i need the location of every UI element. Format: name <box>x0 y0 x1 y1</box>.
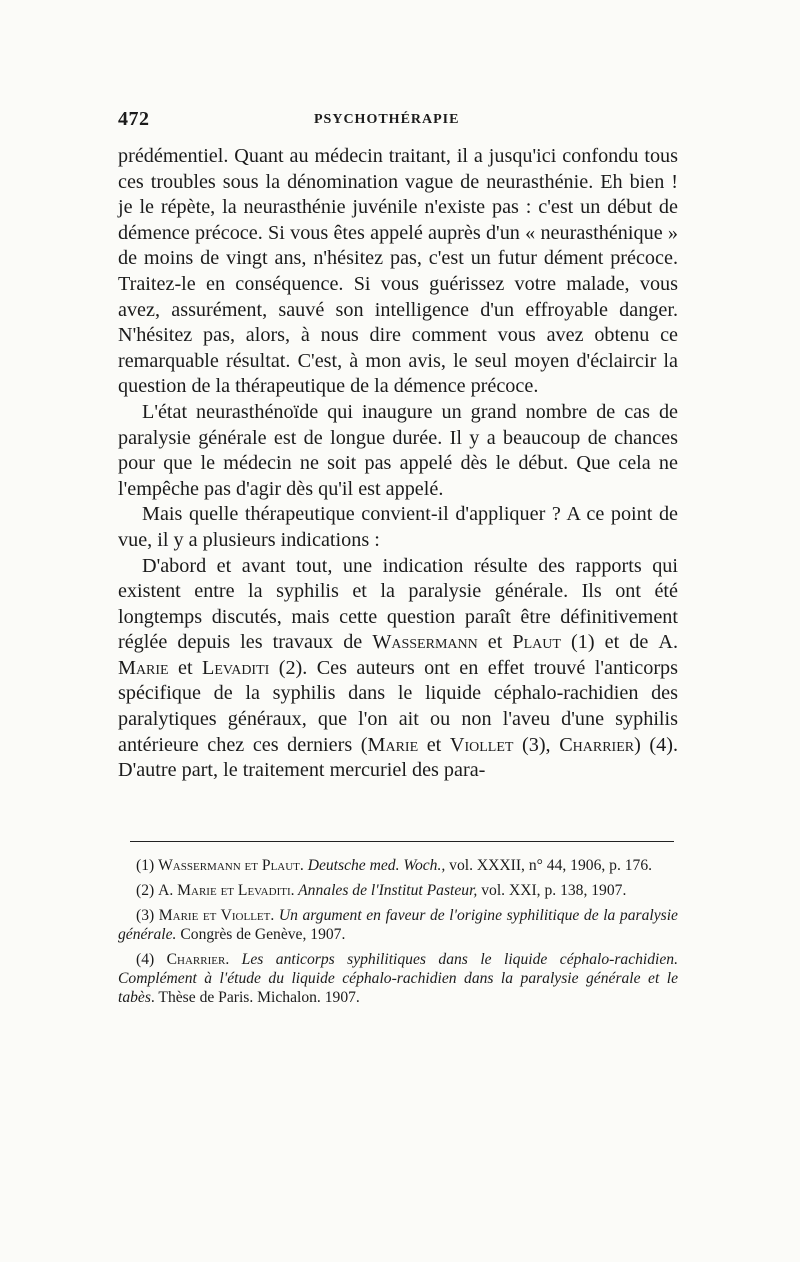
author-viollet: Viollet <box>449 733 514 756</box>
paragraph-2: L'état neurasthénoïde qui inaugure un grand nombre de cas de paralysie générale est de longue durée. Il y a beaucoup de chances pour que le médecin ne soit pas appelé dès le début. Que cela ne l'empêche pas d'agir dès qu'il est appelé. <box>118 400 678 500</box>
author-wassermann: Wassermann <box>372 631 478 654</box>
author-plaut: Plaut <box>512 631 561 654</box>
footnote-2 <box>118 881 678 900</box>
footnote-divider <box>130 841 674 842</box>
footnote-details: Congrès de Genève, 1907. <box>176 926 346 943</box>
footnotes <box>118 856 678 1013</box>
footnote-authors: Wassermann et Plaut. <box>158 857 304 874</box>
footnote-title: Deutsche med. Woch., <box>303 857 446 874</box>
author-marie: Marie <box>367 733 419 756</box>
footnote-1 <box>118 856 678 875</box>
main-text <box>118 144 678 784</box>
page-number: 472 <box>118 108 150 130</box>
footnote-number: (1) <box>136 857 159 874</box>
footnote-4 <box>118 950 678 1007</box>
footnote-details: vol. XXXII, n° 44, 1906, p. 176. <box>445 857 653 874</box>
author-a-marie: A. Marie <box>118 631 678 679</box>
footnote-title: Annales de l'Institut Pasteur, <box>294 882 478 899</box>
footnote-details: . Thèse de Paris. Michalon. 1907. <box>150 989 360 1006</box>
paragraph-3: Mais quelle thérapeutique convient-il d'appliquer ? A ce point de vue, il y a plusieurs indications : <box>118 503 678 551</box>
page-header <box>118 108 678 144</box>
paragraph-1: prédémentiel. Quant au médecin traitant, il a jusqu'ici confondu tous ces troubles sous la dénomination vague de neurasthénie. Eh bien ! je le répète, la neurasthénie juvénile n'existe pas : c'est un début de démence précoce. Si vous êtes appelé auprès d'un « neurasthénique » de moins de vingt ans, n'hésitez pas, c'est un futur dément précoce. Traitez-le en conséquence. Si vous guérissez votre malade, vous avez, assurément, sauvé son intelligence d'un effroyable danger. N'hésitez pas, alors, à nous dire comment vous avez obtenu ce remarquable résultat. C'est, à mon avis, le seul moyen d'éclaircir la question de la thérapeutique de la démence précoce. <box>118 145 678 398</box>
footnote-details: vol. XXI, p. 138, 1907. <box>477 882 627 899</box>
paragraph-4-part3: ) (4). D'autre part, le traitement mercuriel des para- <box>118 733 678 782</box>
footnote-authors: Charrier. <box>166 951 230 968</box>
author-charrier: Charrier <box>559 733 635 756</box>
footnote-title: Un argument en faveur de l'origine syphilitique de la paralysie générale. <box>118 907 678 943</box>
footnote-3 <box>118 906 678 944</box>
footnote-title: Les anticorps syphilitiques dans le liquide céphalo-rachidien. Complément à l'étude du liquide céphalo-rachidien dans la paralysie générale et le tabès <box>118 951 678 1006</box>
footnote-number: (4) <box>136 951 167 968</box>
running-title: PSYCHOTHÉRAPIE <box>314 112 460 127</box>
footnote-authors: A. Marie et Levaditi. <box>158 882 295 899</box>
book-page <box>118 108 678 1188</box>
footnote-authors: Marie et Viollet. <box>158 907 275 924</box>
paragraph-4 <box>118 554 678 784</box>
conjunction-3: et <box>418 733 450 756</box>
paragraph-4-part1: D'abord et avant tout, une indication résulte des rapports qui existent entre la syphilis et la paralysie générale. Ils ont été longtemps discutés, mais cette question paraît être définitivement réglée depuis les travaux de <box>118 554 678 654</box>
reference-3: (3), <box>513 733 560 756</box>
author-levaditi: Levaditi <box>202 656 270 679</box>
footnote-number: (3) <box>136 907 159 924</box>
footnote-number: (2) <box>136 882 159 899</box>
reference-1: (1) et de <box>560 631 659 654</box>
paragraph-4-part2: (2). Ces auteurs ont en effet trouvé l'anticorps spécifique de la syphilis dans le liquide céphalo-rachidien des paralytiques généraux, que l'on ait ou non l'aveu d'une syphilis antérieure chez ces derniers ( <box>118 656 678 756</box>
conjunction-2: et <box>168 656 203 679</box>
conjunction-1: et <box>477 631 513 654</box>
